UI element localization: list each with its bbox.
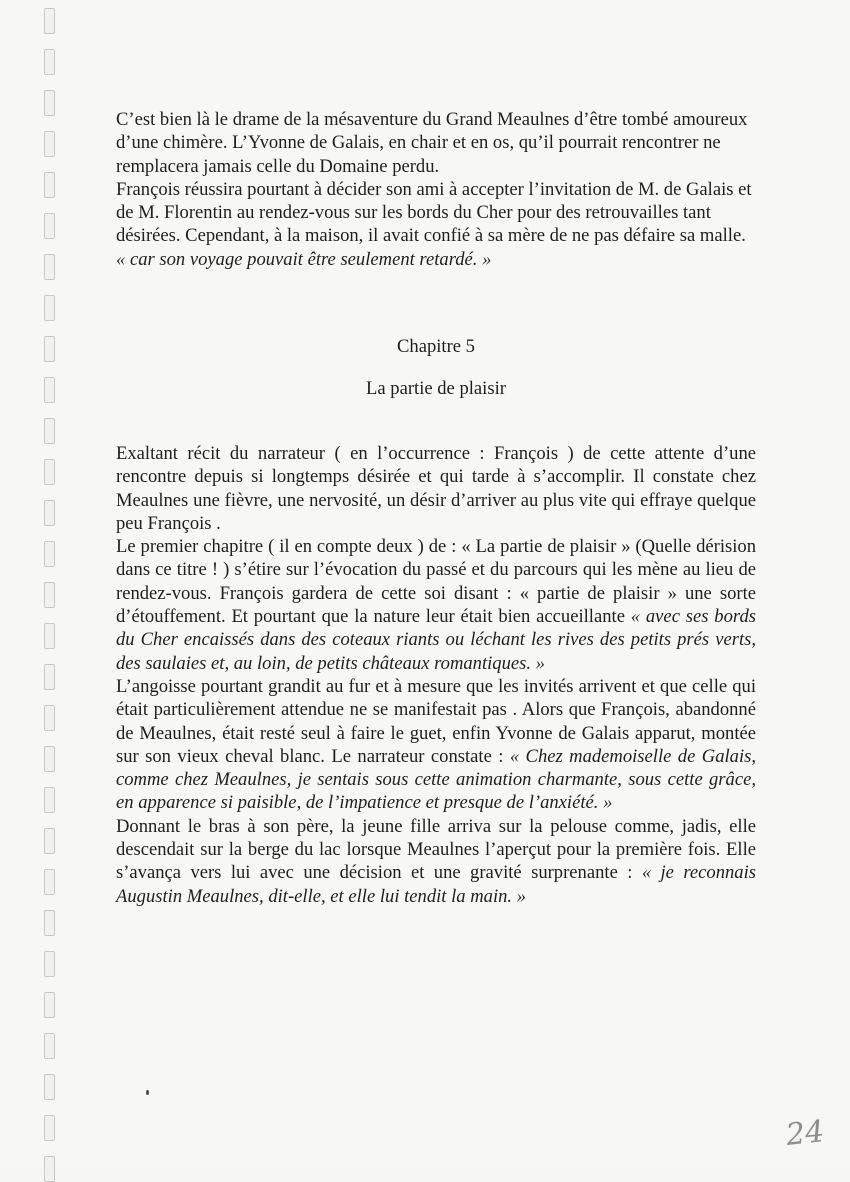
binder-hole [44,705,55,731]
binder-hole [44,1033,55,1059]
binder-hole [44,418,55,444]
quote-segment: « car son voyage pouvait être seulement retardé. » [116,248,492,270]
binder-hole [44,910,55,936]
binder-hole [44,828,55,854]
quote-segment: « Chez mademoiselle de Galais, comme chez Meaulnes, je sentais sous cette animation charmante, sous cette grâce, en apparence si paisible, de l’impatience et presque de l’anxiété. » [116,745,756,814]
binder-hole [44,459,55,485]
binder-hole [44,1156,55,1182]
binder-holes [44,0,56,1169]
binder-hole [44,992,55,1018]
quote-segment: « je reconnais Augustin Meaulnes, dit-elle, et elle lui tendit la main. » [116,862,756,907]
paragraph [116,815,756,908]
quote-segment: « avec ses bords du Cher encaissés dans des coteaux riants ou léchant les rives des petits prés verts, des saulaies et, au loin, de petits châteaux romantiques. » [116,606,756,674]
binder-hole [44,90,55,116]
chapter-subtitle: La partie de plaisir [366,378,506,399]
text-segment: François réussira pourtant à décider son ami à accepter l’invitation de M. de Galais et de M. Florentin au rendez-vous sur les bords du Cher pour des retrouvailles tant désirées. Cependant, à la maison, il avait confié à sa mère de ne pas défaire sa malle. [116,178,752,247]
text-segment: Exaltant récit du narrateur ( en l’occurrence : François ) de cette attente d’une rencontre depuis si longtemps désirée et qui tarde à s’accomplir. Il constate chez Meaulnes une fièvre, une nervosité, un désir d’arriver au plus vite qui effraye quelque peu François . [116,443,756,534]
intro-text-block [116,108,756,271]
binder-hole [44,1115,55,1141]
binder-hole [44,172,55,198]
page-number: 24 [784,1114,826,1153]
binder-hole [44,336,55,362]
binder-hole [44,213,55,239]
binder-hole [44,951,55,977]
binder-hole [44,582,55,608]
paragraph [116,108,756,178]
paragraph [116,675,756,815]
text-segment: Donnant le bras à son père, la jeune fille arriva sur la pelouse comme, jadis, elle descendait sur la berge du lac lorsque Meaulnes l’aperçut pour la première fois. Elle s’avança vers lui avec une décision et une gravité surprenante : [116,815,756,884]
scan-speck [146,1090,149,1095]
binder-hole [44,254,55,280]
binder-hole [44,49,55,75]
paragraph [116,178,756,271]
binder-hole [44,1074,55,1100]
chapter-text-block [116,442,756,908]
binder-hole [44,664,55,690]
binder-hole [44,500,55,526]
text-segment: L’angoisse pourtant grandit au fur et à mesure que les invités arrivent et que celle qui était particulièrement attendue ne se manifestait pas . Alors que François, abandonné de Meaulnes, était resté seul à faire le guet, enfin Yvonne de Galais apparut, montée sur son vieux cheval blanc. Le narrateur constate : [116,675,756,767]
binder-hole [44,869,55,895]
binder-hole [44,131,55,157]
binder-hole [44,787,55,813]
paragraph [116,442,756,535]
binder-hole [44,377,55,403]
binder-hole [44,8,55,34]
text-segment: Le premier chapitre ( il en compte deux ) de : « La partie de plaisir » (Quelle dérision dans ce titre ! ) s’étire sur l’évocation du passé et du parcours qui les mène au lieu de rendez-vous. François gardera de cette soi disant : « partie de plaisir » une sorte d’étouffement. Et pourtant que la nature leur était bien accueillante [116,536,756,628]
paragraph [116,535,756,675]
binder-hole [44,623,55,649]
binder-hole [44,746,55,772]
binder-hole [44,541,55,567]
text-segment: C’est bien là le drame de la mésaventure du Grand Meaulnes d’être tombé amoureux d’une chimère. L’Yvonne de Galais, en chair et en os, qu’il pourrait rencontrer ne remplacera jamais celle du Domaine perdu. [116,109,748,177]
binder-hole [44,295,55,321]
chapter-title: Chapitre 5 [397,336,475,357]
